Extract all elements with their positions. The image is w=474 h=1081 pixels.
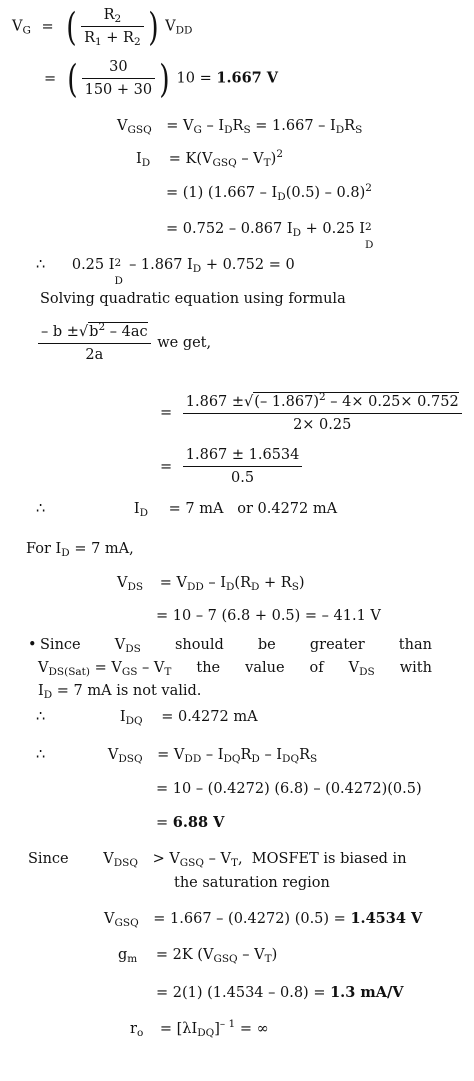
eq-part: = 10 – (0.4272) (6.8) – (0.4272)(0.5) (156, 781, 422, 797)
eq-part: + 0.25 I (305, 221, 366, 237)
eq-rhs: = V (157, 747, 185, 763)
eq-part: – V (208, 851, 231, 867)
left-paren: ( (66, 56, 78, 101)
eq-part: ] (214, 1021, 220, 1037)
fraction-r2 (81, 6, 144, 47)
vdsq-sub: DSQ (113, 857, 138, 869)
bullet-note (28, 634, 432, 703)
eq-sign: = (41, 18, 54, 35)
sub: S (243, 124, 251, 136)
r-symbol: R (103, 7, 115, 23)
eq-quadratic: ∴ 0.25 I 2 D – 1.867 $I_D + 0.752 = 0$ (36, 257, 295, 287)
sub: DQ (197, 1027, 215, 1039)
eq-result: 1.667 V (216, 69, 279, 87)
frac-den: 2a (38, 343, 151, 364)
note-row-3 (38, 680, 432, 703)
sub: D (251, 753, 260, 765)
vdsq-symbol: V (103, 851, 114, 867)
sub: T (164, 666, 172, 678)
eq-part: 0.25 I (71, 257, 115, 273)
eq-part: R (299, 747, 310, 763)
eq-part: R (344, 118, 356, 134)
sqrt-sign: √ (78, 324, 89, 340)
eq-rhs: = 1.667 – (0.4272) (0.5) = (153, 911, 346, 927)
eq-part: (– 1.867) (254, 394, 319, 410)
ro-symbol: r (130, 1021, 137, 1037)
frac-num (81, 6, 144, 26)
frac-num (183, 392, 462, 413)
frac-num: 30 (109, 59, 128, 75)
paragraph-text: = 7 mA is not valid. (56, 683, 202, 699)
eq-rhs: > V (152, 851, 180, 867)
vds-symbol: V (117, 575, 128, 591)
r-symbol: R (84, 30, 95, 46)
eq-rhs: = 2K (V (155, 947, 214, 963)
id-symbol: I (136, 151, 142, 167)
vg-symbol: V (12, 18, 23, 35)
sub: DS (359, 666, 375, 678)
vgsq-symbol: V (117, 118, 128, 134)
sub: DQ (282, 753, 300, 765)
sqrt-content (88, 322, 147, 341)
sub: S (309, 753, 318, 765)
vdd-symbol: V (165, 18, 176, 35)
eq-vgsq-value (104, 910, 422, 928)
sub: S (355, 124, 363, 136)
eq-tail: we get, (157, 335, 212, 351)
vgsq-sub: GSQ (127, 124, 152, 136)
gm-symbol: g (118, 947, 128, 963)
eq-rhs: = [λI (159, 1021, 198, 1037)
eq-sign: = (44, 70, 57, 87)
eq-vdsq-substituted (156, 780, 422, 798)
eq-vdsq-result (156, 814, 224, 832)
sqrt-sign: √ (244, 394, 254, 410)
eq-id-expanded: = 0.752 – 0.867 $I_D + 0.25$ I 2 D (166, 221, 374, 251)
eq-part: – 4× 0.25× 0.752 (330, 394, 459, 410)
sup: 2 (365, 182, 372, 194)
eq-rhs: = 0.4272 mA (161, 709, 258, 725)
eq-part: – V (142, 660, 165, 676)
eq-part: – I (206, 118, 225, 134)
sqrt-content (253, 392, 458, 411)
word: should (174, 637, 224, 653)
therefore-symbol: ∴ (36, 709, 46, 725)
vds-sub: DS (127, 581, 144, 593)
eq-vds (117, 574, 305, 592)
vdsq-sub: DSQ (118, 753, 143, 765)
eq-vds-value (156, 607, 381, 625)
i-symbol: I (38, 683, 44, 699)
eq-sign: = (156, 815, 169, 831)
root-fraction (183, 392, 462, 434)
word: than (398, 637, 432, 653)
eq-part: , MOSFET is biased in (237, 851, 407, 867)
eq-part: = 0.752 – 0.867 I (166, 221, 293, 237)
paragraph-text: For I (26, 541, 62, 557)
sub: D (277, 191, 286, 203)
word: the (196, 660, 221, 676)
frac-den: 0.5 (183, 466, 303, 487)
sub: D (43, 689, 53, 701)
therefore-symbol: ∴ (36, 257, 46, 273)
sup: – 1 (219, 1018, 236, 1030)
eq-root-simplified (160, 446, 304, 487)
eq-part: 1.867 ± (185, 394, 245, 410)
paragraph-text: the saturation region (174, 875, 330, 891)
sub: DD (186, 581, 204, 593)
bullet-icon: • (28, 637, 37, 653)
gm-sub: m (127, 953, 138, 965)
word: greater (309, 637, 365, 653)
vgsq-symbol: V (104, 911, 115, 927)
paragraph-text: Solving quadratic equation using formula (40, 291, 346, 307)
sub: DD (184, 753, 202, 765)
saturation-check (28, 850, 407, 868)
word: of (309, 660, 324, 676)
eq-result: 1.3 mA/V (330, 984, 404, 1001)
eq-part: b (89, 324, 99, 340)
word (115, 634, 141, 657)
eq-id-square-law (136, 150, 283, 168)
eq-part: (R (234, 575, 251, 591)
r-sub: 2 (133, 36, 141, 48)
eq-part: – b ± (41, 324, 79, 340)
eq-idq (36, 708, 258, 726)
frac-num: 1.867 ± 1.6534 (185, 447, 300, 463)
note-row-2 (38, 657, 432, 680)
eq-rhs: = 2(1) (1.4534 – 0.8) = (156, 985, 326, 1001)
sub: T (264, 953, 272, 965)
eq-part: – I (208, 575, 226, 591)
eq-part: = 1.667 – I (255, 118, 336, 134)
eq-gm (118, 946, 277, 964)
eq-part: ) (271, 947, 278, 963)
eq-rhs: = V (166, 118, 194, 134)
eq-vdsq (36, 746, 317, 764)
vg-sub: G (22, 24, 31, 37)
since-word: Since (28, 851, 69, 867)
sub: D (61, 547, 70, 559)
sub: D (226, 581, 235, 593)
eq-part: ) (270, 151, 277, 167)
eq-tail: 10 = (176, 70, 212, 87)
saturation-check-line2 (174, 874, 330, 892)
left-paren: ( (66, 4, 77, 49)
eq-part: – V (242, 947, 265, 963)
eq-part: = V (94, 660, 122, 676)
sub: GSQ (213, 953, 238, 965)
eq-ro (130, 1020, 269, 1038)
eq-part: ) (298, 575, 305, 591)
id-symbol: I (133, 501, 140, 517)
sub: GSQ (179, 857, 204, 869)
sub: DQ (223, 753, 241, 765)
sub: GSQ (212, 157, 237, 169)
vdsq-symbol: V (107, 747, 119, 763)
eq-sign: = (160, 405, 173, 421)
word: be (257, 637, 276, 653)
sub: D (251, 581, 260, 593)
sub: DS(Sat) (48, 666, 90, 678)
sup: 2 (276, 148, 284, 160)
v-symbol: V (38, 660, 49, 676)
eq-vgsq (117, 117, 362, 135)
sub: DS (125, 643, 141, 655)
eq-part: – I (205, 747, 224, 763)
r-sub: 2 (114, 13, 122, 25)
id-sub: D (141, 157, 151, 169)
eq-root-formula (160, 392, 464, 434)
sup: 2 (98, 321, 106, 333)
right-paren: ) (147, 4, 159, 49)
eq-gm-value (156, 984, 404, 1002)
eq-result: 1.4534 V (350, 910, 423, 927)
idq-symbol: I (119, 709, 126, 725)
word (349, 657, 375, 680)
sub: D (335, 124, 345, 136)
fraction-30 (82, 58, 156, 99)
sub: S (291, 581, 299, 593)
sup: 2 (318, 391, 326, 403)
eq-part: R (232, 118, 244, 134)
v-symbol: V (348, 660, 360, 676)
therefore-symbol: ∴ (36, 747, 46, 763)
eq-result: 6.88 V (172, 814, 225, 831)
eq-part: + 0.752 = 0 (205, 257, 295, 273)
eq-rhs: = V (159, 575, 187, 591)
sub: T (263, 157, 271, 169)
ro-sub: o (136, 1027, 144, 1039)
den-plus: + R (106, 30, 134, 46)
eq-id-roots (36, 500, 337, 518)
sub: GS (121, 666, 138, 678)
formula-fraction (38, 322, 151, 364)
word: value (245, 660, 285, 676)
id-sub: D (139, 507, 148, 519)
therefore-symbol: ∴ (36, 501, 46, 517)
r-sub: 1 (95, 36, 102, 48)
eq-sign: = (160, 458, 173, 475)
eq-part: (0.5) – 0.8) (285, 185, 366, 201)
word: with (399, 660, 432, 676)
sub: D (192, 263, 202, 275)
eq-part: + R (264, 575, 292, 591)
quadratic-formula (36, 322, 211, 364)
for-id-7ma (26, 540, 134, 558)
root-fraction-2 (183, 446, 303, 487)
frac-den (81, 26, 144, 47)
eq-part: – V (241, 151, 264, 167)
eq-vg-definition (12, 6, 192, 47)
frac-den: 2× 0.25 (183, 413, 462, 434)
sub: D (224, 124, 233, 136)
paragraph-text: = 7 mA, (74, 541, 134, 557)
word (38, 657, 171, 680)
frac-den: 150 + 30 (82, 78, 156, 99)
vdd-sub: DD (175, 24, 193, 37)
v-symbol: V (114, 637, 126, 653)
eq-part: = ∞ (239, 1021, 269, 1037)
eq-part: – I (264, 747, 283, 763)
eq-rhs: = 7 mA or 0.4272 mA (168, 501, 338, 517)
sub: G (193, 124, 202, 136)
eq-part: = (1) (1.667 – I (166, 185, 278, 201)
idq-sub: DQ (125, 715, 143, 727)
frac-num (38, 322, 151, 343)
vgsq-sub: GSQ (114, 917, 139, 929)
sub: T (230, 857, 238, 869)
eq-part: R (240, 747, 252, 763)
right-paren: ) (159, 56, 170, 101)
eq-part: = 10 – 7 (6.8 + 0.5) = – 41.1 V (156, 608, 381, 624)
word: Since (40, 637, 81, 653)
sub: D (292, 227, 302, 239)
eq-rhs: = K(V (168, 151, 213, 167)
eq-part: – 4ac (109, 324, 148, 340)
eq-id-substituted (166, 184, 372, 202)
solving-text (40, 290, 346, 308)
note-row-1 (40, 634, 432, 657)
eq-vg-value (44, 58, 278, 99)
eq-part: – 1.867 I (129, 257, 193, 273)
